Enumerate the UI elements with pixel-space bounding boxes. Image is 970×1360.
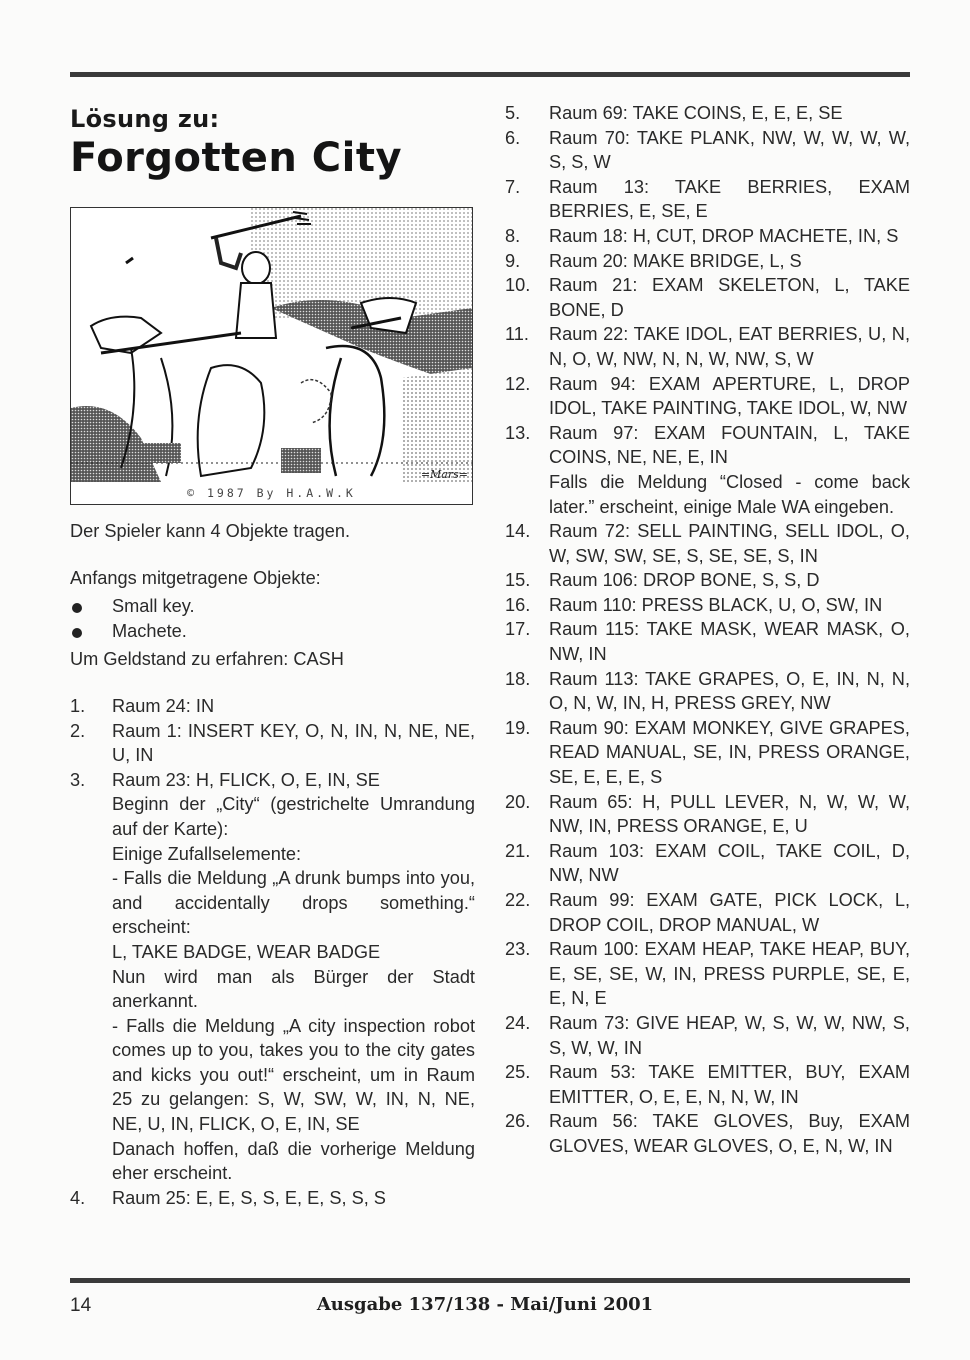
bullet-icon [72,603,82,613]
walkthrough-step: 11. Raum 22: TAKE IDOL, EAT BERRIES, U, N, N, O, W, NW, N, N, W, NW, S, W [505,324,910,369]
walkthrough-steps-right [503,101,910,1159]
walkthrough-step: 6. Raum 70: TAKE PLANK, NW, W, W, W, W, S, S, W [505,127,910,173]
left-column [70,105,475,1210]
walkthrough-step: 22. Raum 99: EXAM GATE, PICK LOCK, L, DROP COIL, DROP MANUAL, W [505,890,910,935]
walkthrough-step: 18. Raum 113: TAKE GRAPES, O, E, IN, N, N, O, N, W, IN, H, PRESS GREY, NW [505,668,910,714]
walkthrough-step: 15. Raum 106: DROP BONE, S, S, D [505,570,820,591]
walkthrough-step: 24. Raum 73: GIVE HEAP, W, S, W, W, NW, S, S, W, W, IN [505,1012,910,1058]
cash-hint: Um Geldstand zu erfahren: CASH [70,649,344,670]
artist-signature: =Mars= [420,468,468,481]
issue-label: Ausgabe 137/138 - Mai/Juni 2001 [316,1294,654,1315]
walkthrough-step: 7. Raum 13: TAKE BERRIES, EXAM BERRIES, E, SE, E [505,176,910,222]
right-column [503,101,910,1159]
walkthrough-steps-left [70,694,475,1210]
initial-items-list [70,594,475,643]
walkthrough-step: 5. Raum 69: TAKE COINS, E, E, E, SE [505,103,843,123]
initial-items-label: Anfangs mitgetragene Objekte: [70,567,321,588]
walkthrough-step: 20. Raum 65: H, PULL LEVER, N, W, W, W, NW, IN, PRESS ORANGE, E, U [505,791,910,837]
walkthrough-step: 10. Raum 21: EXAM SKELETON, L, TAKE BONE, D [505,275,910,320]
article-title: Forgotten City [70,135,403,181]
walkthrough-step: 25. Raum 53: TAKE EMITTER, BUY, EXAM EMITTER, O, E, E, N, N, W, IN [505,1062,910,1107]
walkthrough-step: 17. Raum 115: TAKE MASK, WEAR MASK, O, NW, IN [505,619,910,665]
chariot-illustration [71,208,472,482]
copyright-caption: © 1987 By H.A.W.K [187,486,356,500]
walkthrough-step: 3. Raum 23: H, FLICK, O, E, IN, SE Beginn der „City“ (gestrichelte Umrandung auf der Karte): Einige Zufallselemente: - Falls die Meldung „A drunk bumps into you, and accidentally drops something.“ erscheint: L, TAKE BADGE, WEAR BADGE Nun wird man als Bürger der Stadt anerkannt. - Falls die Meldung „A city inspection robot comes up to you, takes you to the city gates and kicks you out!“ erscheint, um in Raum 25 zu gelangen: S, W, SW, W, IN, N, NE, NE, U, IN, FLICK, O, E, IN, SE Danach hoffen, daß die vorherige Meldung eher erscheint. [70,769,475,1184]
article-kicker: Lösung zu: [70,105,220,133]
walkthrough-step: 21. Raum 103: EXAM COIL, TAKE COIL, D, NW, NW [505,840,910,886]
walkthrough-step: 2. Raum 1: INSERT KEY, O, N, IN, N, NE, NE, U, IN [70,720,475,766]
list-item: Small key. [70,594,475,619]
bottom-rule [70,1278,910,1283]
walkthrough-step: 4. Raum 25: E, E, S, S, E, E, S, S, S [70,1187,386,1208]
walkthrough-step: 13. Raum 97: EXAM FOUNTAIN, L, TAKE COINS, NE, NE, E, IN Falls die Meldung “Closed - come back later.” erscheint, einige Male WA eingeben. [505,422,910,517]
top-rule [70,72,910,77]
list-item: Machete. [70,619,475,644]
walkthrough-step: 23. Raum 100: EXAM HEAP, TAKE HEAP, BUY, E, SE, SE, W, IN, PRESS PURPLE, SE, E, E, N, E [505,939,910,1009]
page-number: 14 [70,1295,92,1316]
walkthrough-step: 12. Raum 94: EXAM APERTURE, L, DROP IDOL, TAKE PAINTING, TAKE IDOL, W, NW [505,373,910,419]
walkthrough-step: 9. Raum 20: MAKE BRIDGE, L, S [505,250,802,271]
walkthrough-step: 14. Raum 72: SELL PAINTING, SELL IDOL, O, W, SW, SW, SE, S, SE, SE, S, IN [505,521,910,566]
game-title-illustration [70,207,473,505]
walkthrough-step: 19. Raum 90: EXAM MONKEY, GIVE GRAPES, READ MANUAL, SE, IN, PRESS ORANGE, SE, E, E, E, S [505,717,910,788]
walkthrough-step: 16. Raum 110: PRESS BLACK, U, O, SW, IN [505,594,883,615]
bullet-icon [72,628,82,638]
walkthrough-step: 8. Raum 18: H, CUT, DROP MACHETE, IN, S [505,225,899,246]
walkthrough-step: 26. Raum 56: TAKE GLOVES, Buy, EXAM GLOVES, WEAR GLOVES, O, E, N, W, IN [505,1111,910,1156]
inventory-capacity: Der Spieler kann 4 Objekte tragen. [70,521,351,541]
walkthrough-step: 1. Raum 24: IN [70,695,215,716]
